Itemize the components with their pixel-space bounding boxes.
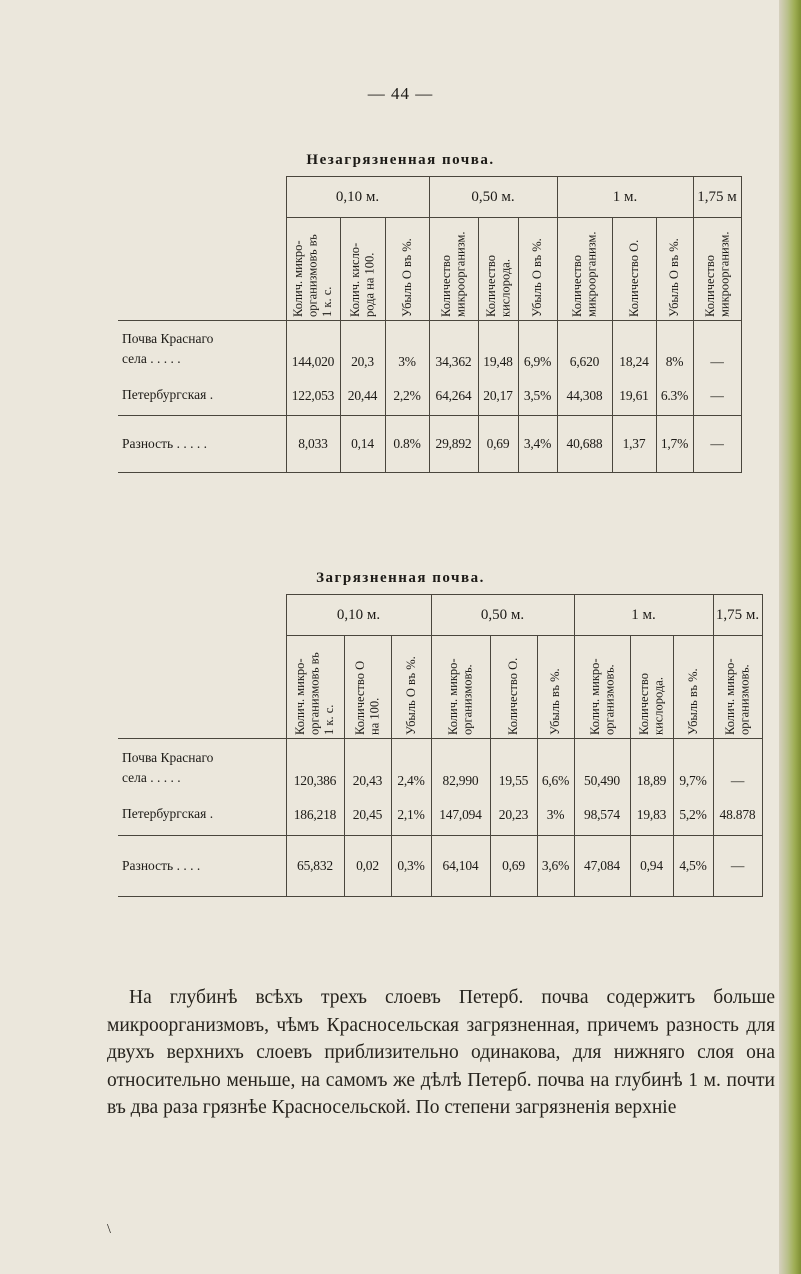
cell-value: 6,620: [569, 354, 600, 369]
column-header-text: Количество кислорода.: [637, 673, 666, 735]
column-header: [431, 636, 490, 739]
cell-value: 120,386: [293, 773, 337, 788]
row-label-stack: [122, 329, 286, 407]
cell-value: 20,43: [352, 773, 383, 788]
cell-stack: [345, 770, 391, 826]
depth-header: 1 м.: [557, 177, 693, 218]
cell-value: 9,7%: [679, 773, 707, 788]
column-header-text: Убыль въ %.: [548, 668, 563, 735]
data-cell: [713, 739, 762, 836]
column-header-text: Колич. микро- организмовъ.: [446, 658, 475, 735]
depth-header: 1,75 м.: [713, 595, 762, 636]
column-header-text: Убыль О въ %.: [667, 238, 682, 317]
diff-value: 0,94: [630, 836, 673, 897]
row-label-stack: [122, 748, 286, 826]
cell-value: 19,83: [636, 807, 667, 822]
depth-header: 0,50 м.: [429, 177, 557, 218]
cell-value: 6,9%: [523, 354, 552, 369]
column-header-text: Убыль О въ %.: [530, 238, 545, 317]
column-header-text: Количество О.: [626, 239, 641, 317]
column-header-text: Количество О на 100.: [353, 660, 382, 735]
diff-value: 0.8%: [385, 416, 429, 473]
diff-value: 3,6%: [537, 836, 574, 897]
cell-value: 20,44: [347, 388, 378, 403]
data-cell: [431, 739, 490, 836]
diff-value: 4,5%: [673, 836, 713, 897]
column-header-text: Колич. микро- организмовъ.: [587, 658, 616, 735]
cell-value: 34,362: [435, 354, 472, 369]
column-header-text: Убыль О въ %.: [403, 656, 418, 735]
cell-value: 122,053: [291, 388, 335, 403]
column-header: [537, 636, 574, 739]
column-header: [630, 636, 673, 739]
cell-value: 2,2%: [393, 388, 421, 403]
column-header: [693, 218, 741, 321]
data-table: [118, 594, 763, 897]
depth-header: 0,10 м.: [286, 177, 429, 218]
column-header: [612, 218, 656, 321]
diff-value: 0,02: [344, 836, 391, 897]
cell-value: 20,23: [498, 807, 529, 822]
data-cell: [391, 739, 431, 836]
diff-value: 40,688: [557, 416, 612, 473]
depth-header: 1,75 м: [693, 177, 741, 218]
cell-value: 20,17: [483, 388, 513, 403]
cell-value: 6.3%: [660, 388, 689, 403]
cell-stack: [386, 351, 429, 407]
diff-value: 0,69: [478, 416, 518, 473]
cell-value: 147,094: [439, 807, 482, 822]
cell-value: 64,264: [435, 388, 472, 403]
cell-value: 144,020: [291, 354, 335, 369]
column-header: [713, 636, 762, 739]
column-header: [286, 636, 344, 739]
cell-value: 19,55: [498, 773, 529, 788]
cell-value: 3%: [398, 354, 416, 369]
cell-value: —: [710, 388, 724, 403]
column-header-text: Колич. микро- организмовъ въ 1 к. с.: [293, 652, 337, 735]
cell-stack: [538, 770, 574, 826]
header-corner: [118, 177, 286, 321]
cell-stack: [491, 770, 537, 826]
header-corner: [118, 595, 286, 739]
column-header: [656, 218, 693, 321]
diff-value: 0,3%: [391, 836, 431, 897]
data-cell: [693, 321, 741, 416]
column-header-text: Колич. микро- организмовъ въ 1 к. с.: [291, 234, 335, 317]
cell-value: 2,4%: [397, 773, 425, 788]
cell-value: 6,6%: [541, 773, 570, 788]
cell-value: —: [730, 773, 745, 788]
cell-stack: [519, 351, 557, 407]
data-cell: [286, 739, 344, 836]
cell-value: 8%: [665, 354, 684, 369]
column-header-text: Количество микроорганизм.: [439, 231, 468, 317]
cell-stack: [613, 351, 656, 407]
row-label: Почва Краснаго села . . . . .: [122, 331, 214, 366]
column-header-text: Количество микроорганизм.: [570, 231, 599, 317]
cell-stack: [631, 770, 673, 826]
cell-value: 82,990: [442, 773, 479, 788]
data-cell: [656, 321, 693, 416]
column-header: [557, 218, 612, 321]
data-cell: [385, 321, 429, 416]
depth-header: 0,50 м.: [431, 595, 574, 636]
column-header-text: Колич. кисло- рода на 100.: [348, 242, 377, 317]
data-cell: [630, 739, 673, 836]
cell-value: 186,218: [293, 807, 337, 822]
cell-value: 18,24: [619, 354, 649, 369]
row-labels: [118, 739, 286, 836]
cell-value: 5,2%: [679, 807, 707, 822]
column-header-text: Количество О.: [506, 657, 521, 735]
cell-value: 3%: [546, 807, 565, 822]
cell-value: 48.878: [719, 807, 756, 822]
diff-value: 29,892: [429, 416, 478, 473]
data-cell: [344, 739, 391, 836]
diff-value: —: [693, 416, 741, 473]
diff-value: 1,37: [612, 416, 656, 473]
diff-value: —: [713, 836, 762, 897]
column-header: [478, 218, 518, 321]
column-header: [673, 636, 713, 739]
cell-value: 44,308: [566, 388, 603, 403]
depth-header: 0,10 м.: [286, 595, 431, 636]
cell-stack: [430, 351, 478, 407]
margin-mark: \: [107, 1222, 111, 1237]
cell-stack: [479, 351, 518, 407]
data-cell: [574, 739, 630, 836]
diff-label: Разность . . . . .: [118, 416, 286, 473]
page-edge: [779, 0, 801, 1274]
cell-value: 19,61: [619, 388, 649, 403]
table-title: Загрязненная почва.: [316, 570, 485, 586]
diff-value: 47,084: [574, 836, 630, 897]
cell-value: 98,574: [584, 807, 620, 822]
row-labels: [118, 321, 286, 416]
cell-stack: [694, 351, 741, 407]
paragraph: На глубинѣ всѣхъ трехъ слоевъ Петерб. почва содержитъ больше микроорганизмовъ, чѣмъ Красносельская загрязненная, причемъ разность для двухъ верхнихъ слоевъ приблизительно одинакова, для нижняго слоя она относительно меньше, на самомъ же дѣлѣ Петерб. почва на глубинѣ 1 м. почти въ два раза грязнѣе Красносельской. По степени загрязненія верхніе: [107, 987, 775, 1118]
diff-value: 64,104: [431, 836, 490, 897]
data-cell: [518, 321, 557, 416]
cell-stack: [287, 770, 344, 826]
data-cell: [673, 739, 713, 836]
column-header: [344, 636, 391, 739]
row-label: Почва Краснаго села . . . . .: [122, 750, 214, 785]
diff-value: 3,4%: [518, 416, 557, 473]
cell-value: 3,5%: [523, 388, 552, 403]
column-header: [385, 218, 429, 321]
column-header-text: Колич. микро- организмовъ.: [723, 658, 752, 735]
diff-value: 0,69: [490, 836, 537, 897]
diff-value: 1,7%: [656, 416, 693, 473]
cell-value: 2,1%: [397, 807, 425, 822]
cell-value: 18,89: [636, 773, 667, 788]
data-cell: [557, 321, 612, 416]
cell-value: 50,490: [584, 773, 620, 788]
column-header: [340, 218, 385, 321]
column-header: [286, 218, 340, 321]
column-header: [574, 636, 630, 739]
data-cell: [537, 739, 574, 836]
body-text: [107, 984, 775, 1122]
column-header-text: Убыль О въ %.: [399, 238, 414, 317]
diff-value: 0,14: [340, 416, 385, 473]
cell-stack: [674, 770, 713, 826]
row-label: Петербургская .: [122, 806, 214, 821]
depth-header: 1 м.: [574, 595, 713, 636]
data-table: [118, 176, 742, 473]
column-header-text: Количество кислорода.: [483, 255, 512, 317]
diff-value: 8,033: [286, 416, 340, 473]
column-header: [490, 636, 537, 739]
cell-stack: [287, 351, 340, 407]
data-cell: [490, 739, 537, 836]
diff-label: Разность . . . .: [118, 836, 286, 897]
page-number: — 44 —: [367, 84, 434, 103]
column-header-text: Количество микроорганизм.: [702, 231, 731, 317]
column-header-text: Убыль въ %.: [685, 668, 700, 735]
cell-stack: [432, 770, 490, 826]
cell-value: 20,3: [351, 354, 374, 369]
data-cell: [612, 321, 656, 416]
column-header: [518, 218, 557, 321]
cell-stack: [341, 351, 385, 407]
column-header: [391, 636, 431, 739]
cell-stack: [714, 770, 762, 826]
table-title: Незагрязненная почва.: [306, 152, 495, 168]
row-label: Петербургская .: [122, 387, 214, 402]
cell-value: 20,45: [352, 807, 383, 822]
data-cell: [478, 321, 518, 416]
diff-value: 65,832: [286, 836, 344, 897]
column-header: [429, 218, 478, 321]
cell-stack: [657, 351, 693, 407]
data-cell: [286, 321, 340, 416]
data-cell: [340, 321, 385, 416]
cell-value: 19,48: [483, 354, 513, 369]
cell-stack: [392, 770, 431, 826]
data-cell: [429, 321, 478, 416]
cell-stack: [575, 770, 630, 826]
cell-stack: [558, 351, 612, 407]
cell-value: —: [710, 354, 724, 369]
